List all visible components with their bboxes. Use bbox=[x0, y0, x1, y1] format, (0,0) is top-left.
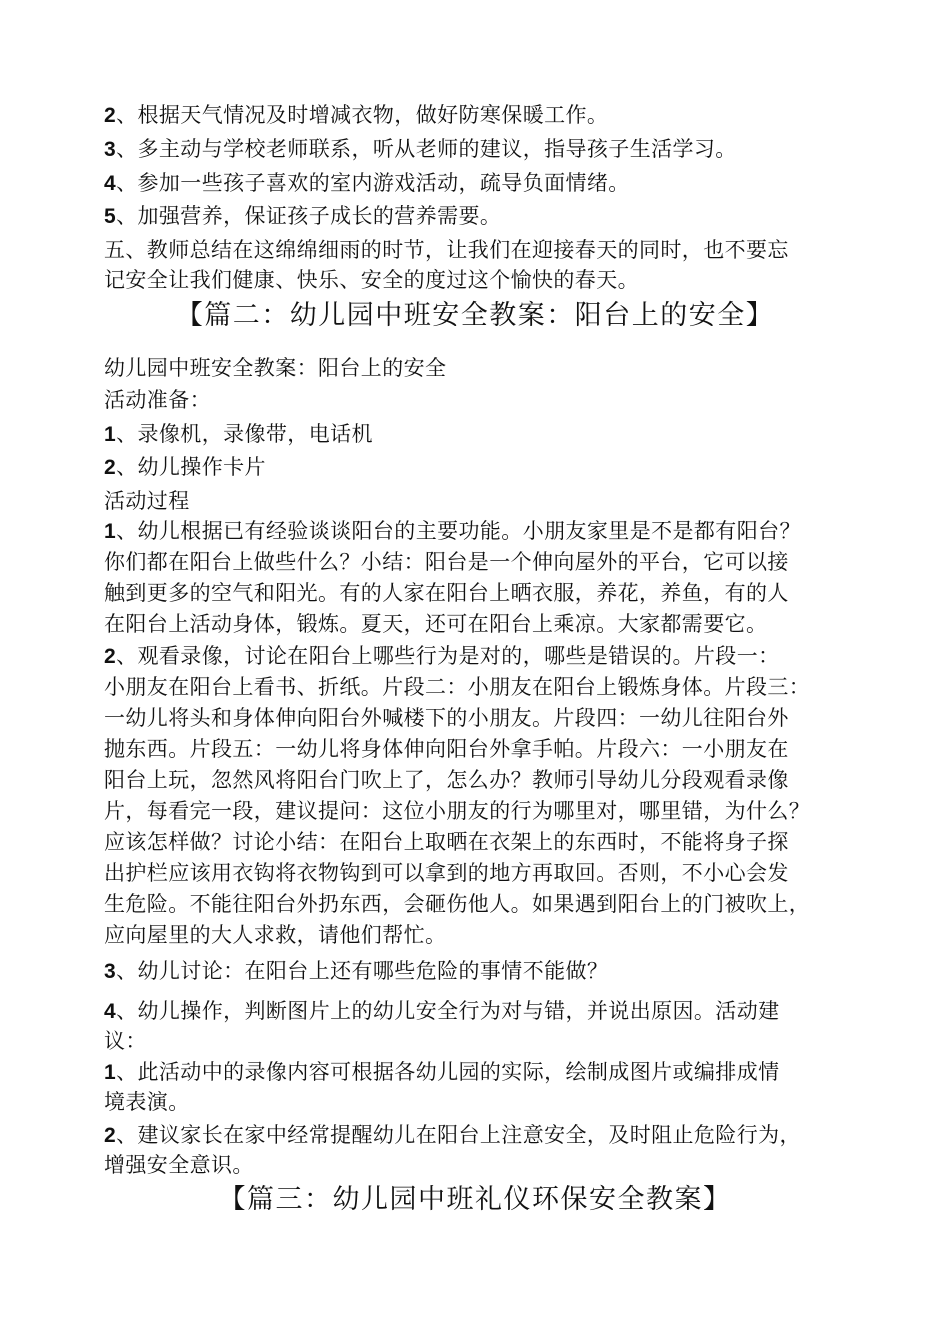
item-number: 2 bbox=[104, 1124, 117, 1147]
step-line: 生危险。不能往阳台外扔东西，会砸伤他人。如果遇到阳台上的门被吹上， bbox=[104, 892, 811, 916]
suggestion-line: 境表演。 bbox=[104, 1090, 190, 1114]
item-text: 、幼儿根据已有经验谈谈阳台的主要功能。小朋友家里是不是都有阳台？ bbox=[116, 519, 801, 543]
process-label: 活动过程 bbox=[104, 489, 190, 513]
item-number: 1 bbox=[104, 1061, 117, 1084]
prep-label: 活动准备： bbox=[104, 388, 211, 412]
item-number: 1 bbox=[104, 520, 117, 543]
step-line: 你们都在阳台上做些什么？小结：阳台是一个伸向屋外的平台，它可以接 bbox=[104, 550, 789, 574]
section-heading: 【篇三：幼儿园中班礼仪环保安全教案】 bbox=[218, 1184, 732, 1215]
list-item bbox=[104, 201, 501, 232]
step-line: 片，每看完一段，建议提问：这位小朋友的行为哪里对，哪里错，为什么？ bbox=[104, 799, 811, 823]
step-line: 应向屋里的大人求救，请他们帮忙。 bbox=[104, 923, 447, 947]
list-item bbox=[104, 452, 266, 483]
step-line: 出护栏应该用衣钩将衣物钩到可以拿到的地方再取回。否则，不小心会发 bbox=[104, 861, 789, 885]
summary-line: 记安全让我们健康、快乐、安全的度过这个愉快的春天。 bbox=[104, 268, 639, 292]
lesson-title: 幼儿园中班安全教案：阳台上的安全 bbox=[104, 356, 447, 380]
item-text: 、参加一些孩子喜欢的室内游戏活动，疏导负面情绪。 bbox=[116, 171, 630, 195]
item-number: 3 bbox=[104, 138, 117, 161]
step-line bbox=[104, 641, 780, 672]
item-text: 、幼儿操作卡片 bbox=[116, 455, 266, 479]
item-text: 、多主动与学校老师联系，听从老师的建议，指导孩子生活学习。 bbox=[116, 137, 737, 161]
item-number: 1 bbox=[104, 423, 117, 446]
item-number: 4 bbox=[104, 172, 117, 195]
list-item bbox=[104, 134, 737, 165]
list-item bbox=[104, 168, 630, 199]
item-number: 4 bbox=[104, 1000, 117, 1023]
step-line: 阳台上玩，忽然风将阳台门吹上了，怎么办？教师引导幼儿分段观看录像 bbox=[104, 768, 789, 792]
suggestion-line bbox=[104, 1120, 801, 1151]
item-text: 、此活动中的录像内容可根据各幼儿园的实际，绘制成图片或编排成情 bbox=[116, 1060, 780, 1084]
suggestion-line bbox=[104, 1057, 780, 1088]
item-number: 3 bbox=[104, 960, 117, 983]
item-text: 、根据天气情况及时增减衣物，做好防寒保暖工作。 bbox=[116, 103, 609, 127]
step-line: 应该怎样做？讨论小结：在阳台上取晒在衣架上的东西时，不能将身子探 bbox=[104, 830, 789, 854]
step-line: 议： bbox=[104, 1029, 147, 1053]
item-text: 、加强营养，保证孩子成长的营养需要。 bbox=[116, 204, 502, 228]
step-line: 小朋友在阳台上看书、折纸。片段二：小朋友在阳台上锻炼身体。片段三： bbox=[104, 675, 811, 699]
item-text: 、建议家长在家中经常提醒幼儿在阳台上注意安全，及时阻止危险行为， bbox=[116, 1123, 801, 1147]
item-text: 、观看录像，讨论在阳台上哪些行为是对的，哪些是错误的。片段一： bbox=[116, 644, 780, 668]
summary-line: 五、教师总结在这绵绵细雨的时节，让我们在迎接春天的同时，也不要忘 bbox=[104, 238, 789, 262]
item-number: 2 bbox=[104, 104, 117, 127]
step-line bbox=[104, 516, 801, 547]
item-number: 2 bbox=[104, 645, 117, 668]
suggestion-line: 增强安全意识。 bbox=[104, 1153, 254, 1177]
section-heading: 【篇二：幼儿园中班安全教案：阳台上的安全】 bbox=[175, 300, 775, 331]
list-item bbox=[104, 100, 608, 131]
step-line bbox=[104, 996, 780, 1027]
step-line: 触到更多的空气和阳光。有的人家在阳台上晒衣服，养花，养鱼，有的人 bbox=[104, 581, 789, 605]
item-text: 、幼儿讨论：在阳台上还有哪些危险的事情不能做？ bbox=[116, 959, 609, 983]
item-text: 、幼儿操作，判断图片上的幼儿安全行为对与错，并说出原因。活动建 bbox=[116, 999, 780, 1023]
item-text: 、录像机，录像带，电话机 bbox=[116, 422, 373, 446]
step-line bbox=[104, 956, 608, 987]
list-item bbox=[104, 419, 373, 450]
item-number: 5 bbox=[104, 205, 117, 228]
step-line: 一幼儿将头和身体伸向阳台外喊楼下的小朋友。片段四：一幼儿往阳台外 bbox=[104, 706, 789, 730]
step-line: 抛东西。片段五：一幼儿将身体伸向阳台外拿手帕。片段六：一小朋友在 bbox=[104, 737, 789, 761]
item-number: 2 bbox=[104, 456, 117, 479]
step-line: 在阳台上活动身体，锻炼。夏天，还可在阳台上乘凉。大家都需要它。 bbox=[104, 612, 768, 636]
